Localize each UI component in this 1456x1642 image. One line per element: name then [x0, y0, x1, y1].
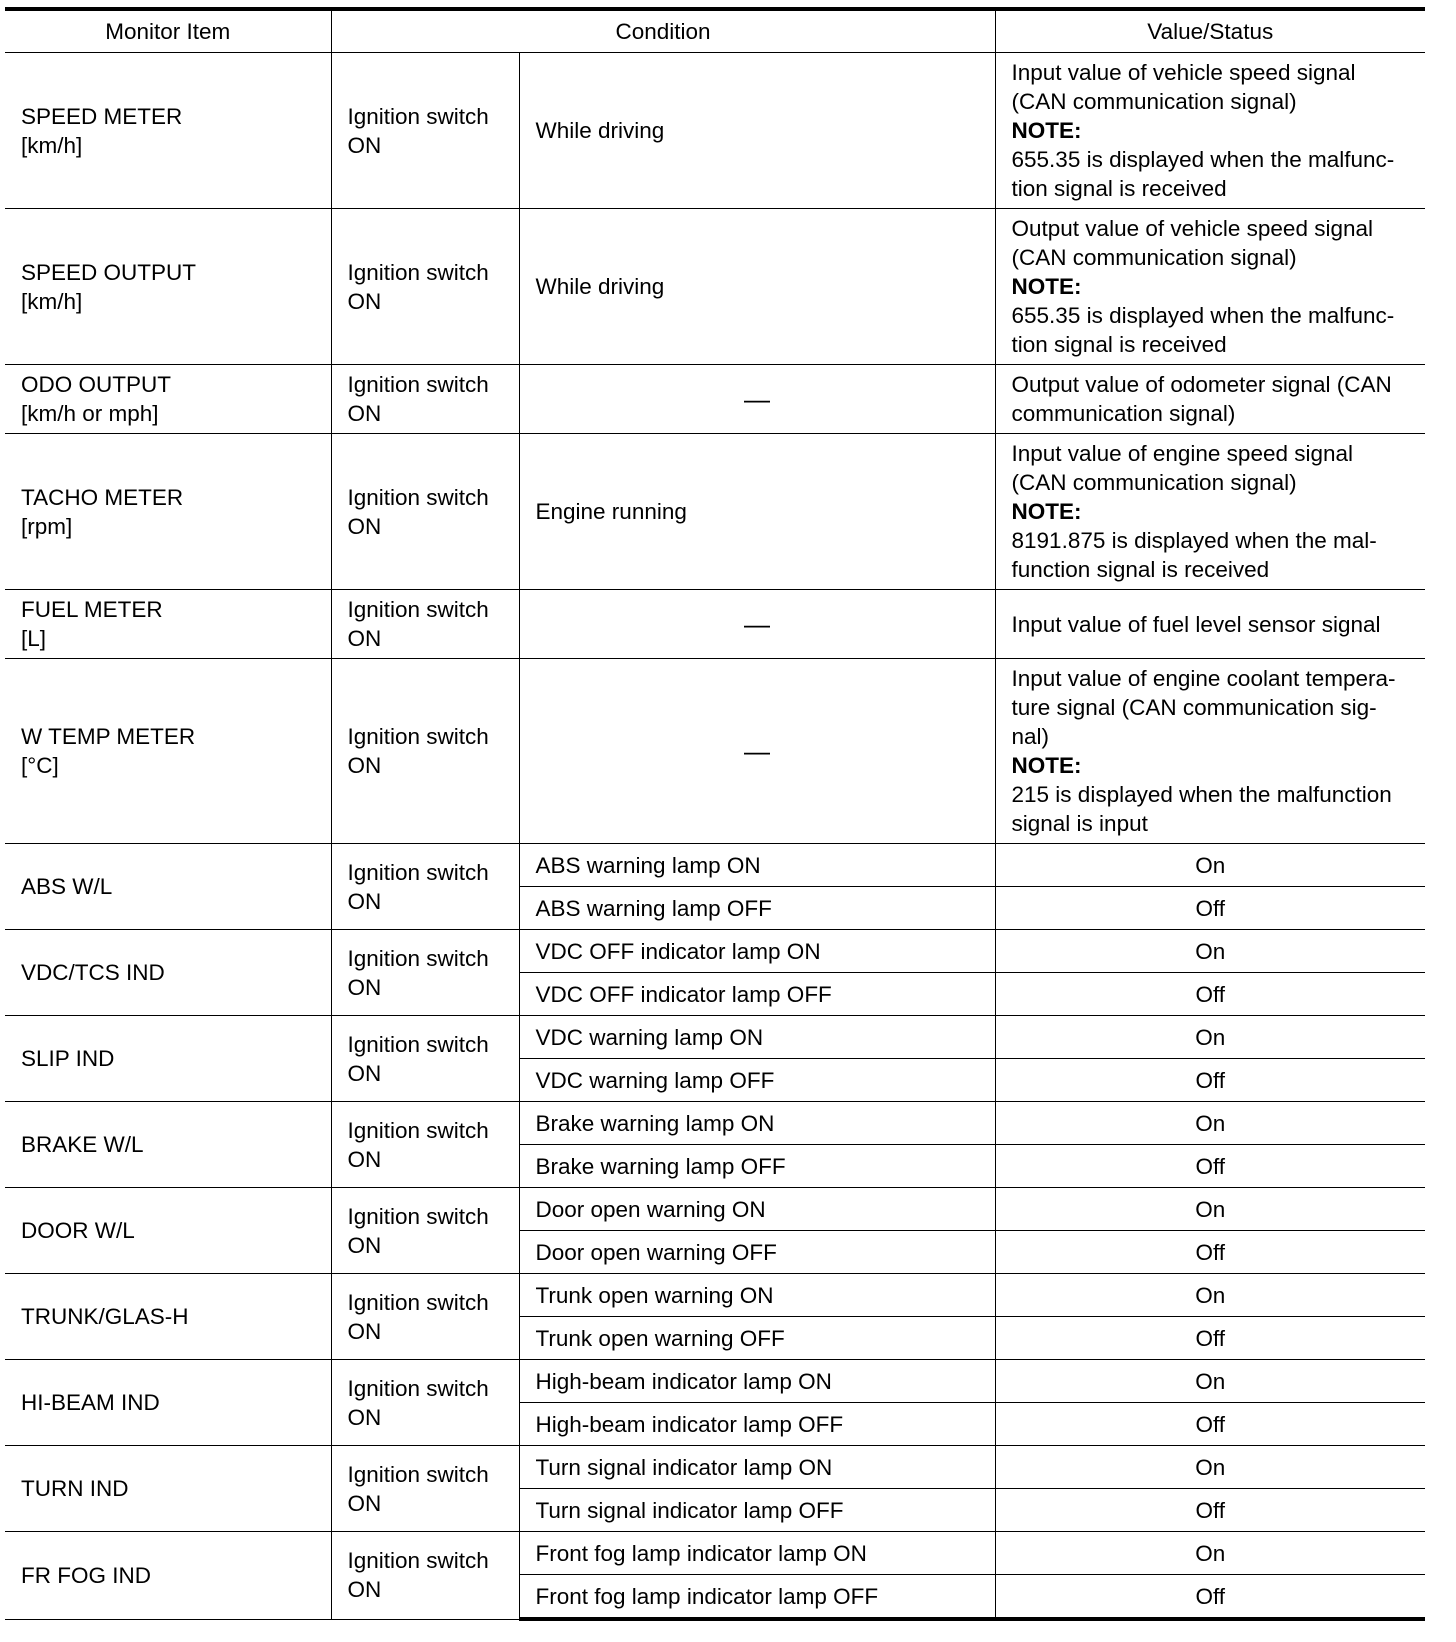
status-off: Off [995, 1145, 1425, 1188]
monitor-item-cell [5, 844, 331, 930]
condition-text: ON [347, 1232, 382, 1258]
condition-detail: Front fog lamp indicator lamp ON [519, 1532, 995, 1575]
header-condition: Condition [331, 9, 995, 53]
value-text: (CAN communication signal) [1011, 245, 1297, 270]
value-status-cell [995, 659, 1425, 844]
monitor-item-name: SPEED OUTPUT [21, 259, 197, 285]
table-row [5, 1188, 1425, 1231]
status-off: Off [995, 1317, 1425, 1360]
value-text: ture signal (CAN communication sig- [1011, 695, 1377, 720]
condition-detail: Turn signal indicator lamp OFF [519, 1489, 995, 1532]
status-off: Off [995, 1231, 1425, 1274]
value-text: nal) [1011, 724, 1050, 749]
note-text: tion signal is received [1011, 332, 1227, 357]
status-on: On [995, 1188, 1425, 1231]
monitor-item-name: FUEL METER [21, 597, 163, 622]
condition-detail: Trunk open warning ON [519, 1274, 995, 1317]
status-on: On [995, 1274, 1425, 1317]
condition-text: Ignition switch [347, 597, 489, 622]
condition-detail: VDC OFF indicator lamp OFF [519, 973, 995, 1016]
condition-detail: Door open warning ON [519, 1188, 995, 1231]
condition-text: Ignition switch [347, 103, 489, 129]
condition-text: Ignition switch [347, 1117, 489, 1143]
condition-ignition-switch [331, 659, 519, 844]
monitor-item-name: [rpm] [21, 513, 73, 539]
note-text: 655.35 is displayed when the malfunc- [1011, 303, 1395, 328]
value-text: Input value of vehicle speed signal [1011, 60, 1356, 85]
value-text: Input value of engine speed signal [1011, 441, 1354, 466]
status-on: On [995, 1532, 1425, 1575]
table-row [5, 365, 1425, 434]
status-on: On [995, 1016, 1425, 1059]
table-row [5, 590, 1425, 659]
monitor-item-name: [L] [21, 626, 47, 651]
condition-ignition-switch [331, 590, 519, 659]
monitor-item-name: TURN IND [21, 1476, 129, 1501]
note-label: NOTE: [1011, 274, 1082, 299]
condition-text: ON [347, 626, 382, 651]
condition-ignition-switch [331, 930, 519, 1016]
condition-text: ON [347, 1577, 382, 1603]
condition-dash: — [519, 590, 995, 659]
monitor-item-cell [5, 365, 331, 434]
condition-ignition-switch [331, 1446, 519, 1532]
monitor-item-cell [5, 1360, 331, 1446]
condition-ignition-switch [331, 1016, 519, 1102]
status-on: On [995, 930, 1425, 973]
condition-detail: Trunk open warning OFF [519, 1317, 995, 1360]
value-text: Output value of vehicle speed signal [1011, 216, 1373, 241]
note-text: tion signal is received [1011, 176, 1227, 201]
monitor-item-name: TRUNK/GLAS-H [21, 1304, 189, 1329]
condition-text: ON [347, 1060, 382, 1086]
status-on: On [995, 1102, 1425, 1145]
table-header-row [5, 9, 1425, 53]
monitor-item-name: [°C] [21, 753, 59, 778]
status-off: Off [995, 973, 1425, 1016]
monitor-item-name: [km/h] [21, 288, 83, 314]
condition-detail: ABS warning lamp ON [519, 844, 995, 887]
table-body [5, 53, 1425, 1620]
condition-text: Ignition switch [347, 1031, 489, 1057]
condition-text: ON [347, 753, 382, 778]
condition-text: ON [347, 1490, 382, 1516]
table-row [5, 930, 1425, 973]
condition-text: Ignition switch [347, 372, 489, 397]
monitor-item-name: ODO OUTPUT [21, 372, 171, 397]
table-row [5, 659, 1425, 844]
monitor-item-name: SPEED METER [21, 103, 183, 129]
status-off: Off [995, 1575, 1425, 1620]
monitor-item-name: ABS W/L [21, 874, 113, 899]
condition-text: Ignition switch [347, 259, 489, 285]
condition-detail: Brake warning lamp ON [519, 1102, 995, 1145]
condition-text: ON [347, 974, 382, 1000]
note-text: 8191.875 is displayed when the mal- [1011, 528, 1377, 553]
condition-detail: High-beam indicator lamp OFF [519, 1403, 995, 1446]
table-row [5, 1274, 1425, 1317]
value-status-cell [995, 590, 1425, 659]
value-text: Input value of engine coolant tempera- [1011, 666, 1396, 691]
monitor-item-cell [5, 1446, 331, 1532]
monitor-item-name: SLIP IND [21, 1046, 115, 1071]
monitor-item-cell [5, 1274, 331, 1360]
monitor-item-name: HI-BEAM IND [21, 1390, 160, 1415]
note-text: signal is input [1011, 811, 1148, 836]
condition-ignition-switch [331, 209, 519, 365]
note-label: NOTE: [1011, 118, 1082, 143]
condition-text: Ignition switch [347, 1461, 489, 1487]
monitor-item-cell [5, 1016, 331, 1102]
value-status-cell [995, 53, 1425, 209]
note-text: 215 is displayed when the malfunction [1011, 782, 1392, 807]
note-text: 655.35 is displayed when the malfunc- [1011, 147, 1395, 172]
monitor-item-name: FR FOG IND [21, 1562, 151, 1588]
table-row [5, 1016, 1425, 1059]
condition-ignition-switch [331, 1188, 519, 1274]
status-off: Off [995, 1403, 1425, 1446]
condition-text: ON [347, 401, 382, 426]
value-status-cell [995, 434, 1425, 590]
condition-text: ON [347, 1404, 382, 1430]
condition-detail: High-beam indicator lamp ON [519, 1360, 995, 1403]
condition-detail: Door open warning OFF [519, 1231, 995, 1274]
condition-text: Ignition switch [347, 945, 489, 971]
condition-ignition-switch [331, 434, 519, 590]
condition-text: Ignition switch [347, 859, 489, 885]
monitor-item-cell [5, 930, 331, 1016]
condition-detail: Engine running [519, 434, 995, 590]
table-row [5, 1102, 1425, 1145]
monitor-item-name: [km/h or mph] [21, 401, 159, 426]
monitor-item-cell [5, 1532, 331, 1620]
condition-text: ON [347, 888, 382, 914]
condition-text: ON [347, 1318, 382, 1344]
header-value-status: Value/Status [995, 9, 1425, 53]
monitor-item-name: VDC/TCS IND [21, 960, 165, 985]
condition-dash: — [519, 365, 995, 434]
condition-detail: VDC warning lamp OFF [519, 1059, 995, 1102]
table-row [5, 1446, 1425, 1489]
condition-detail: While driving [519, 53, 995, 209]
status-off: Off [995, 887, 1425, 930]
monitor-item-name: W TEMP METER [21, 724, 196, 749]
condition-dash: — [519, 659, 995, 844]
table-row [5, 53, 1425, 209]
table-row [5, 844, 1425, 887]
monitor-item-cell [5, 590, 331, 659]
condition-text: ON [347, 288, 382, 314]
condition-ignition-switch [331, 365, 519, 434]
status-off: Off [995, 1489, 1425, 1532]
monitor-item-cell [5, 1188, 331, 1274]
condition-detail: VDC warning lamp ON [519, 1016, 995, 1059]
condition-ignition-switch [331, 1532, 519, 1620]
condition-text: Ignition switch [347, 1203, 489, 1229]
condition-ignition-switch [331, 1102, 519, 1188]
monitor-table-wrapper [5, 7, 1425, 1621]
condition-text: Ignition switch [347, 1289, 489, 1315]
condition-detail: While driving [519, 209, 995, 365]
status-off: Off [995, 1059, 1425, 1102]
monitor-item-cell [5, 53, 331, 209]
condition-text: ON [347, 132, 382, 158]
monitor-item-name: DOOR W/L [21, 1218, 135, 1243]
table-row [5, 1360, 1425, 1403]
condition-text: ON [347, 513, 382, 539]
condition-ignition-switch [331, 1360, 519, 1446]
value-text: Input value of fuel level sensor signal [1011, 611, 1381, 637]
condition-detail: Front fog lamp indicator lamp OFF [519, 1575, 995, 1620]
value-text: (CAN communication signal) [1011, 89, 1297, 114]
condition-text: Ignition switch [347, 1548, 489, 1574]
value-status-cell [995, 365, 1425, 434]
note-label: NOTE: [1011, 753, 1082, 778]
condition-text: Ignition switch [347, 1375, 489, 1401]
monitor-item-name: [km/h] [21, 132, 83, 158]
table-row [5, 434, 1425, 590]
condition-detail: Turn signal indicator lamp ON [519, 1446, 995, 1489]
monitor-item-table [5, 7, 1425, 1621]
status-on: On [995, 1446, 1425, 1489]
value-status-cell [995, 209, 1425, 365]
table-row [5, 209, 1425, 365]
condition-text: Ignition switch [347, 724, 489, 749]
monitor-item-cell [5, 434, 331, 590]
monitor-item-cell [5, 1102, 331, 1188]
status-on: On [995, 844, 1425, 887]
note-text: function signal is received [1011, 557, 1270, 582]
condition-ignition-switch [331, 53, 519, 209]
condition-detail: Brake warning lamp OFF [519, 1145, 995, 1188]
value-text: (CAN communication signal) [1011, 470, 1297, 495]
condition-detail: VDC OFF indicator lamp ON [519, 930, 995, 973]
header-monitor-item: Monitor Item [5, 9, 331, 53]
monitor-item-cell [5, 209, 331, 365]
condition-ignition-switch [331, 844, 519, 930]
monitor-item-cell [5, 659, 331, 844]
monitor-item-name: TACHO METER [21, 484, 184, 510]
value-text: communication signal) [1011, 401, 1236, 426]
value-text: Output value of odometer signal (CAN [1011, 372, 1392, 397]
condition-detail: ABS warning lamp OFF [519, 887, 995, 930]
status-on: On [995, 1360, 1425, 1403]
condition-ignition-switch [331, 1274, 519, 1360]
table-row [5, 1532, 1425, 1575]
condition-text: Ignition switch [347, 484, 489, 510]
monitor-item-name: BRAKE W/L [21, 1132, 144, 1157]
note-label: NOTE: [1011, 499, 1082, 524]
condition-text: ON [347, 1146, 382, 1172]
